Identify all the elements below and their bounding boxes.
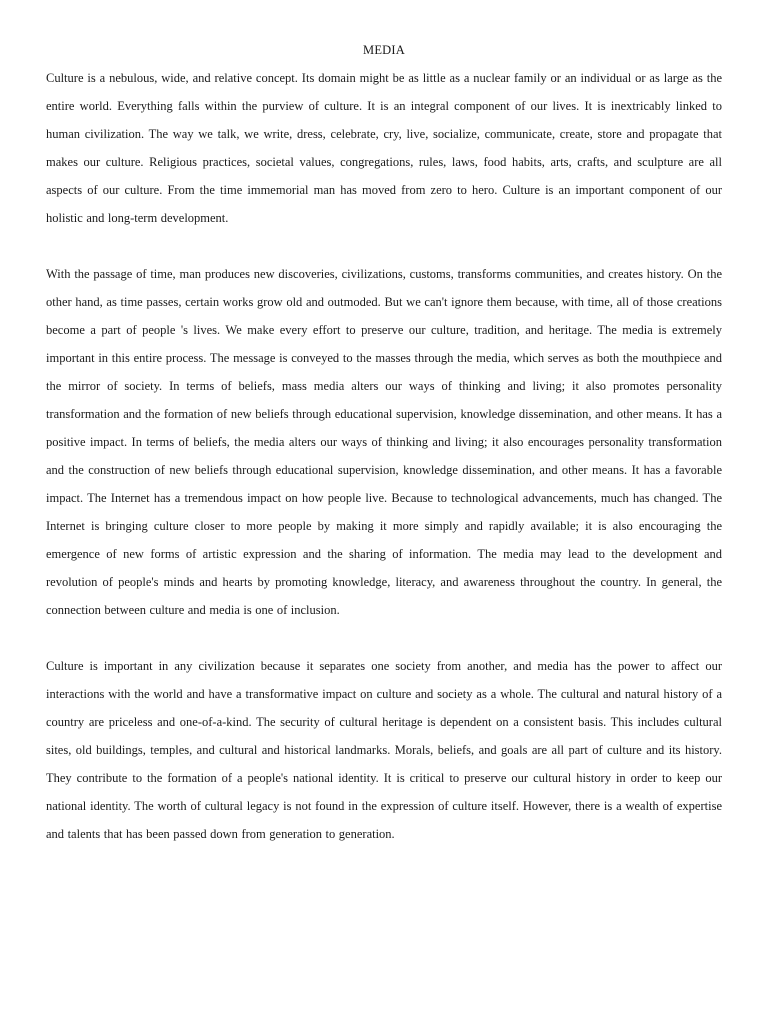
paragraph-2: With the passage of time, man produces new discoveries, civilizations, customs, transforms communities, and creates history. On the other hand, as time passes, certain works grow old and outmoded. But we can't ignore them because, with time, all of those creations become a part of people 's lives. We make every effort to preserve our culture, tradition, and heritage. The media is extremely important in this entire process. The message is conveyed to the masses through the media, which serves as both the mouthpiece and the mirror of society. In terms of beliefs, mass media alters our ways of thinking and living; it also promotes personality transformation and the formation of new beliefs through educational supervision, knowledge dissemination, and other means. It has a positive impact. In terms of beliefs, the media alters our ways of thinking and living; it also encourages personality transformation and the construction of new beliefs through educational supervision, knowledge dissemination, and other means. It has a favorable impact. The Internet has a tremendous impact on how people live. Because to technological advancements, much has changed. The Internet is bringing culture closer to more people by making it more simply and rapidly available; it is also encouraging the emergence of new forms of artistic expression and the sharing of information. The media may lead to the development and revolution of people's minds and hearts by promoting knowledge, literacy, and awareness throughout the country. In general, the connection between culture and media is one of inclusion. xyxy=(46,267,722,617)
document-body xyxy=(46,64,722,848)
document-title: MEDIA xyxy=(363,43,405,57)
paragraph-3: Culture is important in any civilization because it separates one society from another, and media has the power to affect our interactions with the world and have a transformative impact on culture and society as a whole. The cultural and natural history of a country are priceless and one-of-a-kind. The security of cultural heritage is dependent on a consistent basis. This includes cultural sites, old buildings, temples, and cultural and historical landmarks. Morals, beliefs, and goals are all part of culture and its history. They contribute to the formation of a people's national identity. It is critical to preserve our cultural history in order to keep our national identity. The worth of cultural legacy is not found in the expression of culture itself. However, there is a wealth of expertise and talents that has been passed down from generation to generation. xyxy=(46,659,722,841)
paragraph-1: Culture is a nebulous, wide, and relative concept. Its domain might be as little as a nuclear family or an individual or as large as the entire world. Everything falls within the purview of culture. It is an integral component of our lives. It is inextricably linked to human civilization. The way we talk, we write, dress, celebrate, cry, live, socialize, communicate, create, store and propagate that makes our culture. Religious practices, societal values, congregations, rules, laws, food habits, arts, crafts, and sculpture are all aspects of our culture. From the time immemorial man has moved from zero to hero. Culture is an important component of our holistic and long-term development. xyxy=(46,71,722,225)
